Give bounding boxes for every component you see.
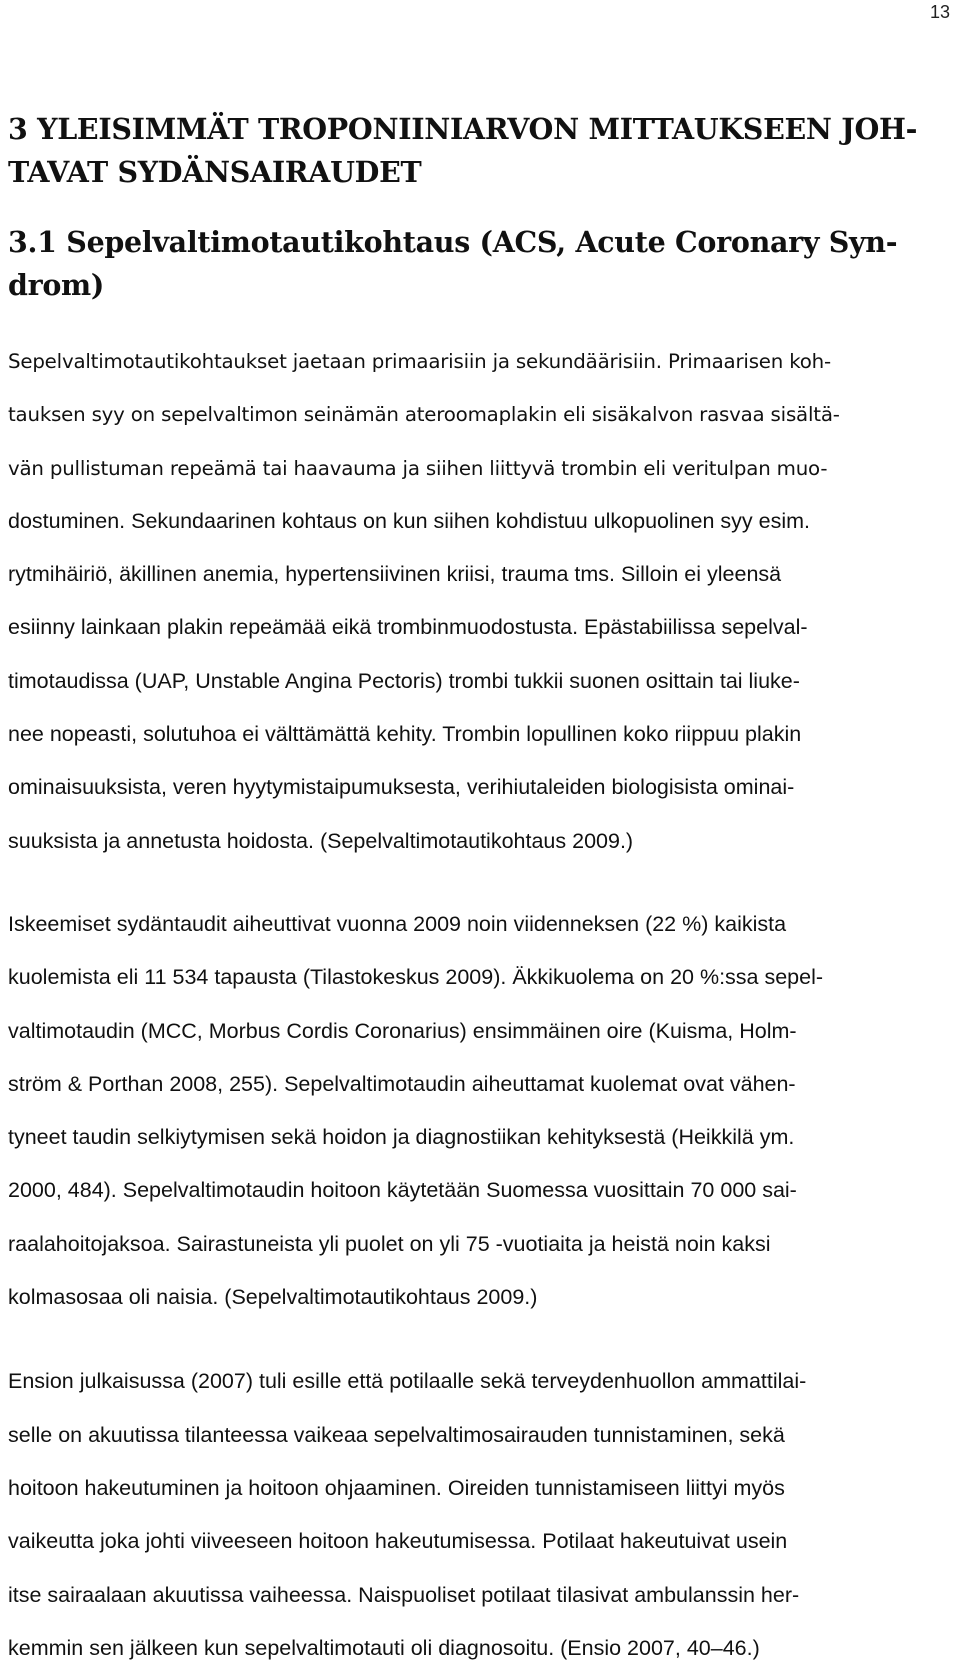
text-line: dostuminen. Sekundaarinen kohtaus on kun siihen kohdistuu ulkopuolinen syy esim.: [8, 508, 810, 533]
text-line: tauksen syy on sepelvaltimon seinämän ateroomaplakin eli sisäkalvon rasvaa sisältä-: [8, 403, 840, 427]
text-line: kuolemista eli 11 534 tapausta (Tilastokeskus 2009). Äkkikuolema on 20 %:ssa sepel-: [8, 965, 824, 990]
text-line: kolmasosaa oli naisia. (Sepelvaltimotautikohtaus 2009.): [8, 1285, 538, 1310]
text-line: ominaisuuksista, veren hyytymistaipumuksesta, verihiutaleiden biologisista ominai-: [8, 775, 795, 800]
paragraph-mortality: [8, 898, 943, 1324]
text-line: nee nopeasti, solutuhoa ei välttämättä kehity. Trombin lopullinen koko riippuu plakin: [8, 722, 802, 747]
text-line: rytmihäiriö, äkillinen anemia, hypertensiivinen kriisi, trauma tms. Silloin ei yleensä: [8, 562, 782, 587]
chapter-heading-line: 3 YLEISIMMÄT TROPONIINIARVON MITTAUKSEEN JOH-: [8, 112, 918, 146]
text-line: Sepelvaltimotautikohtaukset jaetaan primaarisiin ja sekundäärisiin. Primaarisen koh-: [8, 350, 831, 373]
section-heading-line: 3.1 Sepelvaltimotautikohtaus (ACS, Acute Coronary Syn-: [8, 225, 898, 259]
paragraph-ensio-study: [8, 1355, 943, 1675]
section-heading: [8, 221, 943, 307]
page-number: 13: [929, 2, 950, 22]
paragraph-acs-types: [8, 335, 943, 868]
text-line: ström & Porthan 2008, 255). Sepelvaltimotaudin aiheuttamat kuolemat ovat vähen-: [8, 1071, 796, 1096]
text-line: vaikeutta joka johti viiveeseen hoitoon hakeutumisessa. Potilaat hakeutuivat usein: [8, 1529, 788, 1554]
text-line: timotaudissa (UAP, Unstable Angina Pectoris) trombi tukkii suonen osittain tai liuke-: [8, 668, 800, 693]
text-line: kemmin sen jälkeen kun sepelvaltimotauti oli diagnosoitu. (Ensio 2007, 40–46.): [8, 1635, 760, 1660]
text-line: esiinny lainkaan plakin repeämää eikä trombinmuodostusta. Epästabiilissa sepelval-: [8, 615, 808, 640]
text-line: tyneet taudin selkiytymisen sekä hoidon ja diagnostiikan kehityksestä (Heikkilä ym.: [8, 1125, 795, 1150]
text-line: 2000, 484). Sepelvaltimotaudin hoitoon käytetään Suomessa vuosittain 70 000 sai-: [8, 1178, 797, 1203]
chapter-heading-line: TAVAT SYDÄNSAIRAUDET: [8, 155, 422, 189]
text-line: selle on akuutissa tilanteessa vaikeaa sepelvaltimosairauden tunnistaminen, sekä: [8, 1422, 785, 1447]
text-line: valtimotaudin (MCC, Morbus Cordis Coronarius) ensimmäinen oire (Kuisma, Holm-: [8, 1018, 797, 1043]
text-line: vän pullistuman repeämä tai haavauma ja siihen liittyvä trombin eli veritulpan muo-: [8, 456, 828, 480]
text-line: Ension julkaisussa (2007) tuli esille että potilaalle sekä terveydenhuollon ammattilai-: [8, 1369, 807, 1394]
section-heading-line: drom): [8, 268, 105, 302]
text-line: itse sairaalaan akuutissa vaiheessa. Naispuoliset potilaat tilasivat ambulanssin her-: [8, 1582, 800, 1607]
text-line: raalahoitojaksoa. Sairastuneista yli puolet on yli 75 -vuotiaita ja heistä noin kaksi: [8, 1231, 771, 1256]
chapter-heading: [8, 108, 943, 194]
text-line: suuksista ja annetusta hoidosta. (Sepelvaltimotautikohtaus 2009.): [8, 828, 634, 853]
document-body: [8, 108, 943, 1675]
text-line: Iskeemiset sydäntaudit aiheuttivat vuonna 2009 noin viidenneksen (22 %) kaikista: [8, 911, 787, 936]
text-line: hoitoon hakeutuminen ja hoitoon ohjaaminen. Oireiden tunnistamiseen liittyi myös: [8, 1475, 785, 1500]
